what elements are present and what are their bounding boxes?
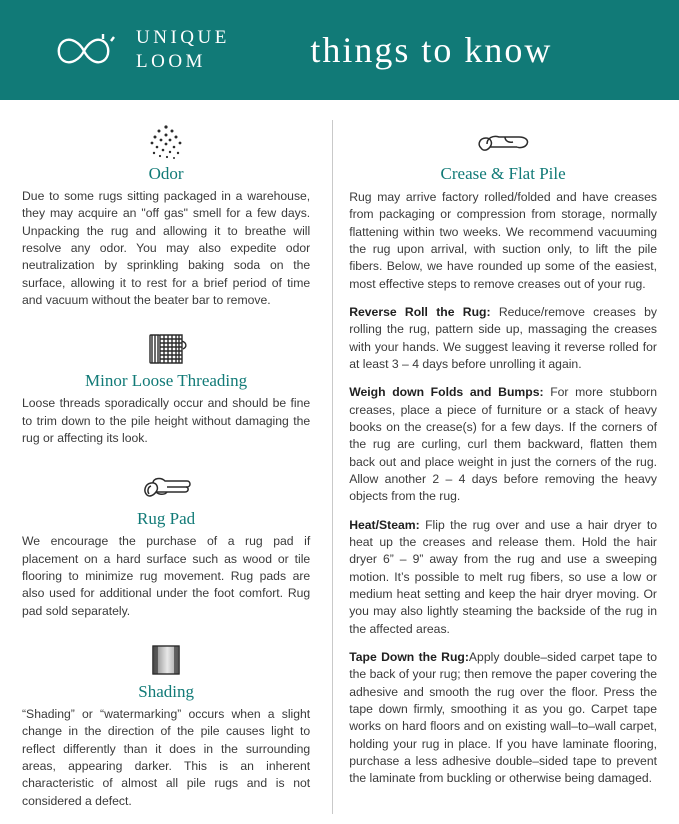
section-rug-pad — [22, 461, 310, 620]
paragraph-lead: Tape Down the Rug: — [349, 649, 469, 664]
section-minor-loose-threading — [22, 323, 310, 447]
rolled-rug-threads-icon — [22, 323, 310, 369]
page-header — [0, 0, 679, 100]
paragraph-text: Reduce/remove creases by rolling the rug, pattern side up, massaging the creases with your hands. We suggest leaving it reverse rolled for at least 3 – 4 days before unrolling it again. — [349, 304, 657, 371]
paragraph — [349, 517, 657, 638]
column-divider — [332, 120, 333, 814]
paragraph-text: Apply double–sided carpet tape to the back of your rug; then remove the paper covering the adhesive and smooth the rug over the floor. Press the tape down firmly, smoothing it as you go. Carpet tape works on hard floors and on existing wall–to–wall carpet, holding your rug in place. If you have laminate flooring, purchase a less adhesive double–sided tape to prevent the laminate from buckling or otherwise being damaged. — [349, 649, 657, 786]
paragraph-lead: Reverse Roll the Rug: — [349, 304, 491, 319]
content-area — [0, 100, 679, 824]
left-column — [22, 116, 326, 824]
paragraph-text: For more stubborn creases, place a piece of furniture or a stack of heavy books on the crease(s) for a few days. If the corners of the rug are curling, curl them backward, flatten them back out and place weight in just the corners of the rug. Allow another 2 – 4 days before removing the heavy objects from the rug. — [349, 385, 657, 504]
brand-lockup — [56, 26, 230, 74]
paragraph — [349, 649, 657, 788]
section-title: Crease & Flat Pile — [440, 164, 566, 183]
rug-pad-roll-icon — [22, 461, 310, 507]
section-body: Loose threads sporadically occur and should be fine to trim down to the pile height without damaging the rug or affecting its look. — [22, 396, 311, 445]
section-odor — [22, 116, 310, 309]
paragraph-lead: Weigh down Folds and Bumps: — [349, 385, 544, 400]
brand-line-1: UNIQUE — [136, 27, 230, 49]
brand-line-2: LOOM — [136, 51, 206, 72]
paragraph-lead: Heat/Steam: — [349, 517, 420, 532]
curled-rug-icon — [349, 116, 657, 162]
section-title: Rug Pad — [137, 509, 196, 529]
section-body: Due to some rugs sitting packaged in a warehouse, they may acquire an "off gas" smell for a few days. Unpacking the rug and allowing it to breathe will resolve any odor. You may also expedite odor neutralization by sprinkling baking soda on the surface, allowing it to rest for a brief period of time and vacuum without the beater bar to remove. — [22, 189, 311, 307]
right-column — [343, 116, 657, 824]
paragraph — [349, 384, 657, 505]
dots-scatter-icon — [22, 116, 310, 162]
unique-loom-infinity-logo-icon — [56, 28, 122, 72]
shaded-rug-icon — [22, 634, 310, 680]
paragraph — [349, 304, 657, 373]
section-body: “Shading” or “watermarking” occurs when a slight change in the direction of the pile causes light to reflect differently than it does in the surrounding areas, appearing darker. This is an inherent characteristic of almost all pile rugs and is not considered a defect. — [22, 706, 311, 808]
section-body: We encourage the purchase of a rug pad if placement on a hard surface such as wood or tile flooring to minimize rug movement. Rug pads are also used for additional under the foot comfort. Rug pad sold separately. — [22, 534, 311, 618]
paragraph-text: Rug may arrive factory rolled/folded and have creases from packaging or compression from storage, normally flattening within two weeks. We recommend vacuuming the rug upon arrival, with suction only, to lift the pile fibers. Below, we have rounded up some of the easiest, most effective steps to remove creases out of your rug. — [349, 190, 657, 291]
section-title: Odor — [148, 164, 184, 183]
brand-name — [136, 26, 230, 74]
section-shading — [22, 634, 310, 810]
paragraph — [349, 189, 657, 293]
section-title: Shading — [138, 681, 194, 701]
section-title: Minor Loose Threading — [85, 371, 248, 391]
paragraph-text: Flip the rug over and use a hair dryer to heat up the creases and release them. Hold the hair dryer 6” – 9” away from the rug and use a sweeping motion. It’s possible to melt rug fibers, so use a low or medium heat setting and keep the hair dryer moving. Or you may also lightly steaming the backside of the rug in the affected areas. — [349, 517, 657, 636]
page-title: things to know — [310, 30, 553, 70]
